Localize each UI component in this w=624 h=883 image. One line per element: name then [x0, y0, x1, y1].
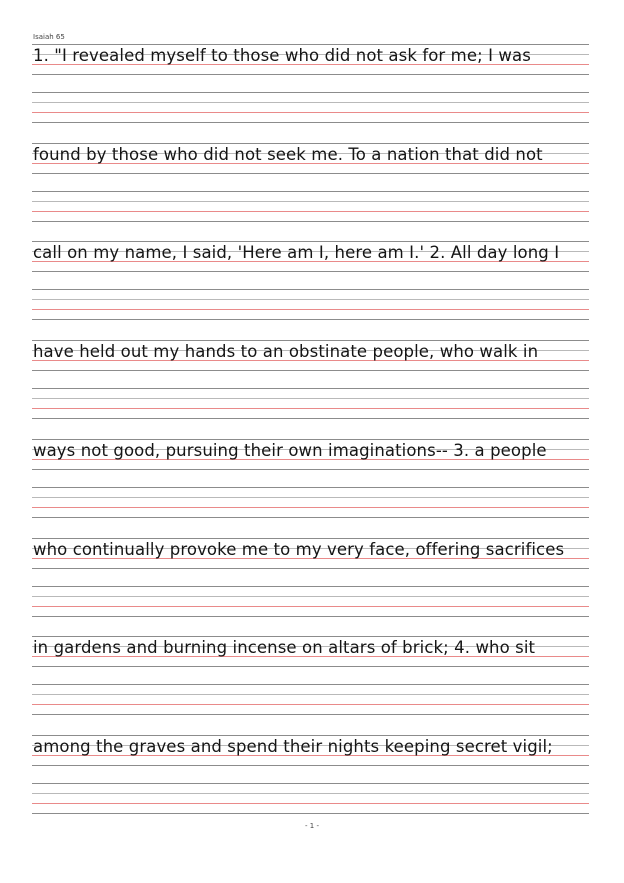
guide-line [32, 487, 589, 488]
practice-text-line: have held out my hands to an obstinate people, who walk in [33, 342, 539, 362]
guide-line [32, 122, 589, 123]
practice-text-line: among the graves and spend their nights keeping secret vigil; [33, 736, 553, 756]
guide-line [32, 309, 589, 310]
guide-line [32, 241, 589, 242]
guide-line [32, 813, 589, 814]
guide-line [32, 74, 589, 75]
guide-line [32, 469, 589, 470]
guide-line [32, 586, 589, 587]
handwriting-practice-sheet [32, 0, 589, 883]
guide-line [32, 765, 589, 766]
guide-line [32, 497, 589, 498]
guide-line [32, 783, 589, 784]
guide-line [32, 271, 589, 272]
guide-line [32, 803, 589, 804]
practice-text-line: 1. "I revealed myself to those who did not ask for me; I was [33, 46, 531, 65]
guide-line [32, 191, 589, 192]
guide-line [32, 112, 589, 113]
guide-line [32, 735, 589, 736]
guide-line [32, 793, 589, 794]
practice-text-line: ways not good, pursuing their own imaginations-- 3. a people [33, 440, 547, 460]
guide-line [32, 408, 589, 409]
guide-line [32, 289, 589, 290]
guide-line [32, 418, 589, 419]
guide-line [32, 44, 589, 45]
guide-line [32, 340, 589, 341]
page-header-reference: Isaiah 65 [33, 33, 65, 41]
guide-line [32, 370, 589, 371]
guide-line [32, 319, 589, 320]
guide-line [32, 102, 589, 103]
guide-line [32, 538, 589, 539]
guide-line [32, 201, 589, 202]
practice-text-line: found by those who did not seek me. To a nation that did not [33, 144, 543, 164]
guide-line [32, 517, 589, 518]
guide-line [32, 596, 589, 597]
guide-line [32, 666, 589, 667]
guide-line [32, 398, 589, 399]
guide-line [32, 704, 589, 705]
guide-line [32, 299, 589, 300]
guide-line [32, 143, 589, 144]
guide-line [32, 684, 589, 685]
page-number: - 1 - [305, 822, 319, 830]
practice-text-line: call on my name, I said, 'Here am I, here am I.' 2. All day long I [33, 243, 560, 263]
guide-line [32, 211, 589, 212]
guide-line [32, 636, 589, 637]
guide-line [32, 173, 589, 174]
practice-text-line: who continually provoke me to my very face, offering sacrifices [33, 539, 565, 559]
guide-line [32, 439, 589, 440]
guide-line [32, 507, 589, 508]
guide-line [32, 568, 589, 569]
guide-line [32, 221, 589, 222]
guide-line [32, 606, 589, 607]
guide-line [32, 92, 589, 93]
guide-line [32, 694, 589, 695]
practice-text-line: in gardens and burning incense on altars of brick; 4. who sit [33, 638, 536, 658]
guide-line [32, 714, 589, 715]
guide-line [32, 616, 589, 617]
guide-line [32, 388, 589, 389]
